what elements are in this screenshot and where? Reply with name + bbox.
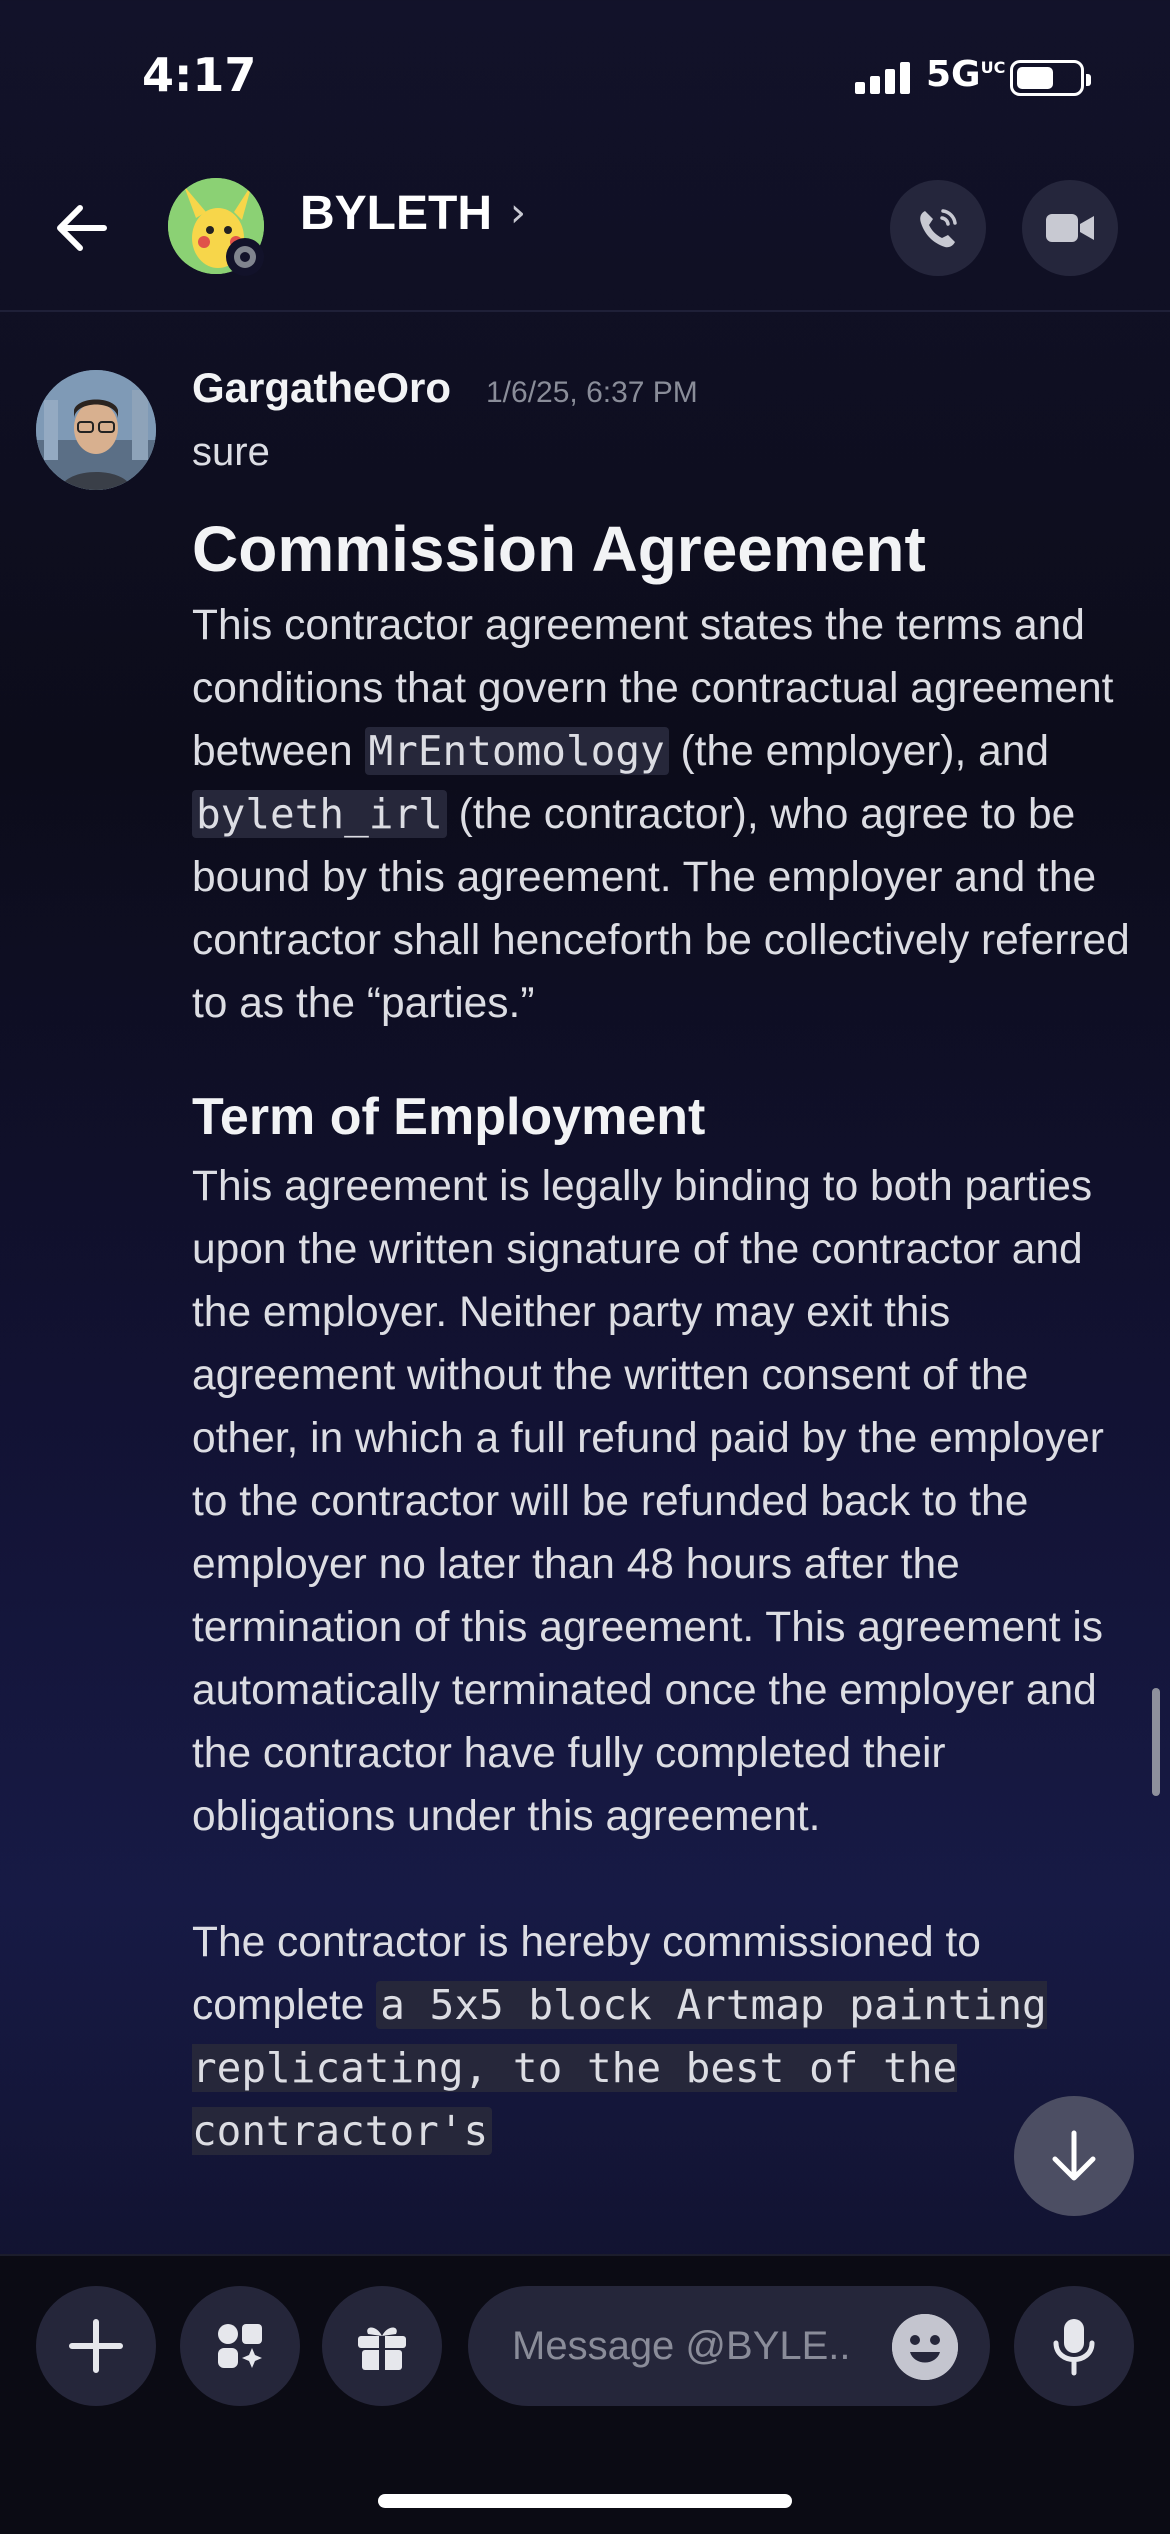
offline-status-icon: [226, 238, 264, 276]
paragraph-text: (the contractor), who agree to be bound by this agreement. The employer and the contractor shall henceforth be collectively referred to as the “parties.”: [192, 791, 1130, 1027]
message-author[interactable]: GargatheOro: [192, 364, 452, 411]
video-camera-icon: [1044, 208, 1096, 248]
network-suffix: UC: [980, 58, 1006, 77]
apps-button[interactable]: [180, 2286, 300, 2406]
chevron-right-icon[interactable]: ›: [510, 190, 526, 236]
term-heading: Term of Employment: [192, 1088, 706, 1146]
voice-call-button[interactable]: [890, 180, 986, 276]
gift-button[interactable]: [322, 2286, 442, 2406]
message-text: sure: [192, 430, 270, 474]
inline-code-commission: a 5x5 block Artmap painting replicating, to the best of the contractor's: [192, 1981, 1047, 2155]
signal-strength-icon: [855, 62, 910, 94]
paragraph-text: (the employer), and: [668, 728, 1050, 775]
jump-to-bottom-button[interactable]: [1014, 2096, 1134, 2216]
status-bar: [0, 0, 1170, 150]
contact-name[interactable]: BYLETH: [300, 187, 492, 240]
voice-message-button[interactable]: [1014, 2286, 1134, 2406]
video-call-button[interactable]: [1022, 180, 1118, 276]
message-markdown-body: [192, 504, 1132, 2163]
apps-icon: [210, 2316, 270, 2376]
emoji-icon: [892, 2314, 958, 2380]
network-indicator: [926, 54, 1005, 95]
battery-icon: [1010, 60, 1084, 96]
chat-header: [0, 150, 1170, 312]
scrollbar-thumb[interactable]: [1152, 1688, 1160, 1796]
commission-paragraph: [192, 1911, 1132, 2163]
phone-call-icon: [915, 205, 961, 251]
inline-code-employer: MrEntomology: [365, 727, 669, 775]
emoji-button[interactable]: [892, 2314, 958, 2380]
network-label: 5G: [926, 54, 981, 95]
agreement-paragraph: [192, 594, 1132, 1035]
arrow-down-icon: [1049, 2129, 1099, 2183]
paragraph-text: The contractor is hereby commissioned to complete: [192, 1919, 981, 2029]
paragraph-text: This contractor agreement states the terms and conditions that govern the contractual agreement between: [192, 602, 1114, 775]
inline-code-contractor: byleth_irl: [192, 790, 447, 838]
microphone-icon: [1049, 2315, 1099, 2377]
author-avatar[interactable]: [36, 370, 156, 490]
message-composer: [0, 2254, 1170, 2534]
gift-icon: [352, 2316, 412, 2376]
message-timestamp: 1/6/25, 6:37 PM: [486, 376, 698, 409]
term-paragraph: This agreement is legally binding to both parties upon the written signature of the contractor and the employer. Neither party may exit this agreement without the written consent of the other, in which a full refund paid by the employer to the contractor will be refunded back to the employer no later than 48 hours after the termination of this agreement. This agreement is automatically terminated once the employer and the contractor have fully completed their obligations under this agreement.: [192, 1163, 1104, 1840]
attach-button[interactable]: [36, 2286, 156, 2406]
home-indicator[interactable]: [378, 2494, 792, 2508]
back-arrow-icon[interactable]: [52, 198, 112, 258]
agreement-heading: Commission Agreement: [192, 513, 926, 585]
user-photo-avatar: [36, 370, 156, 490]
plus-icon: [66, 2316, 126, 2376]
clock: 4:17: [142, 48, 257, 102]
